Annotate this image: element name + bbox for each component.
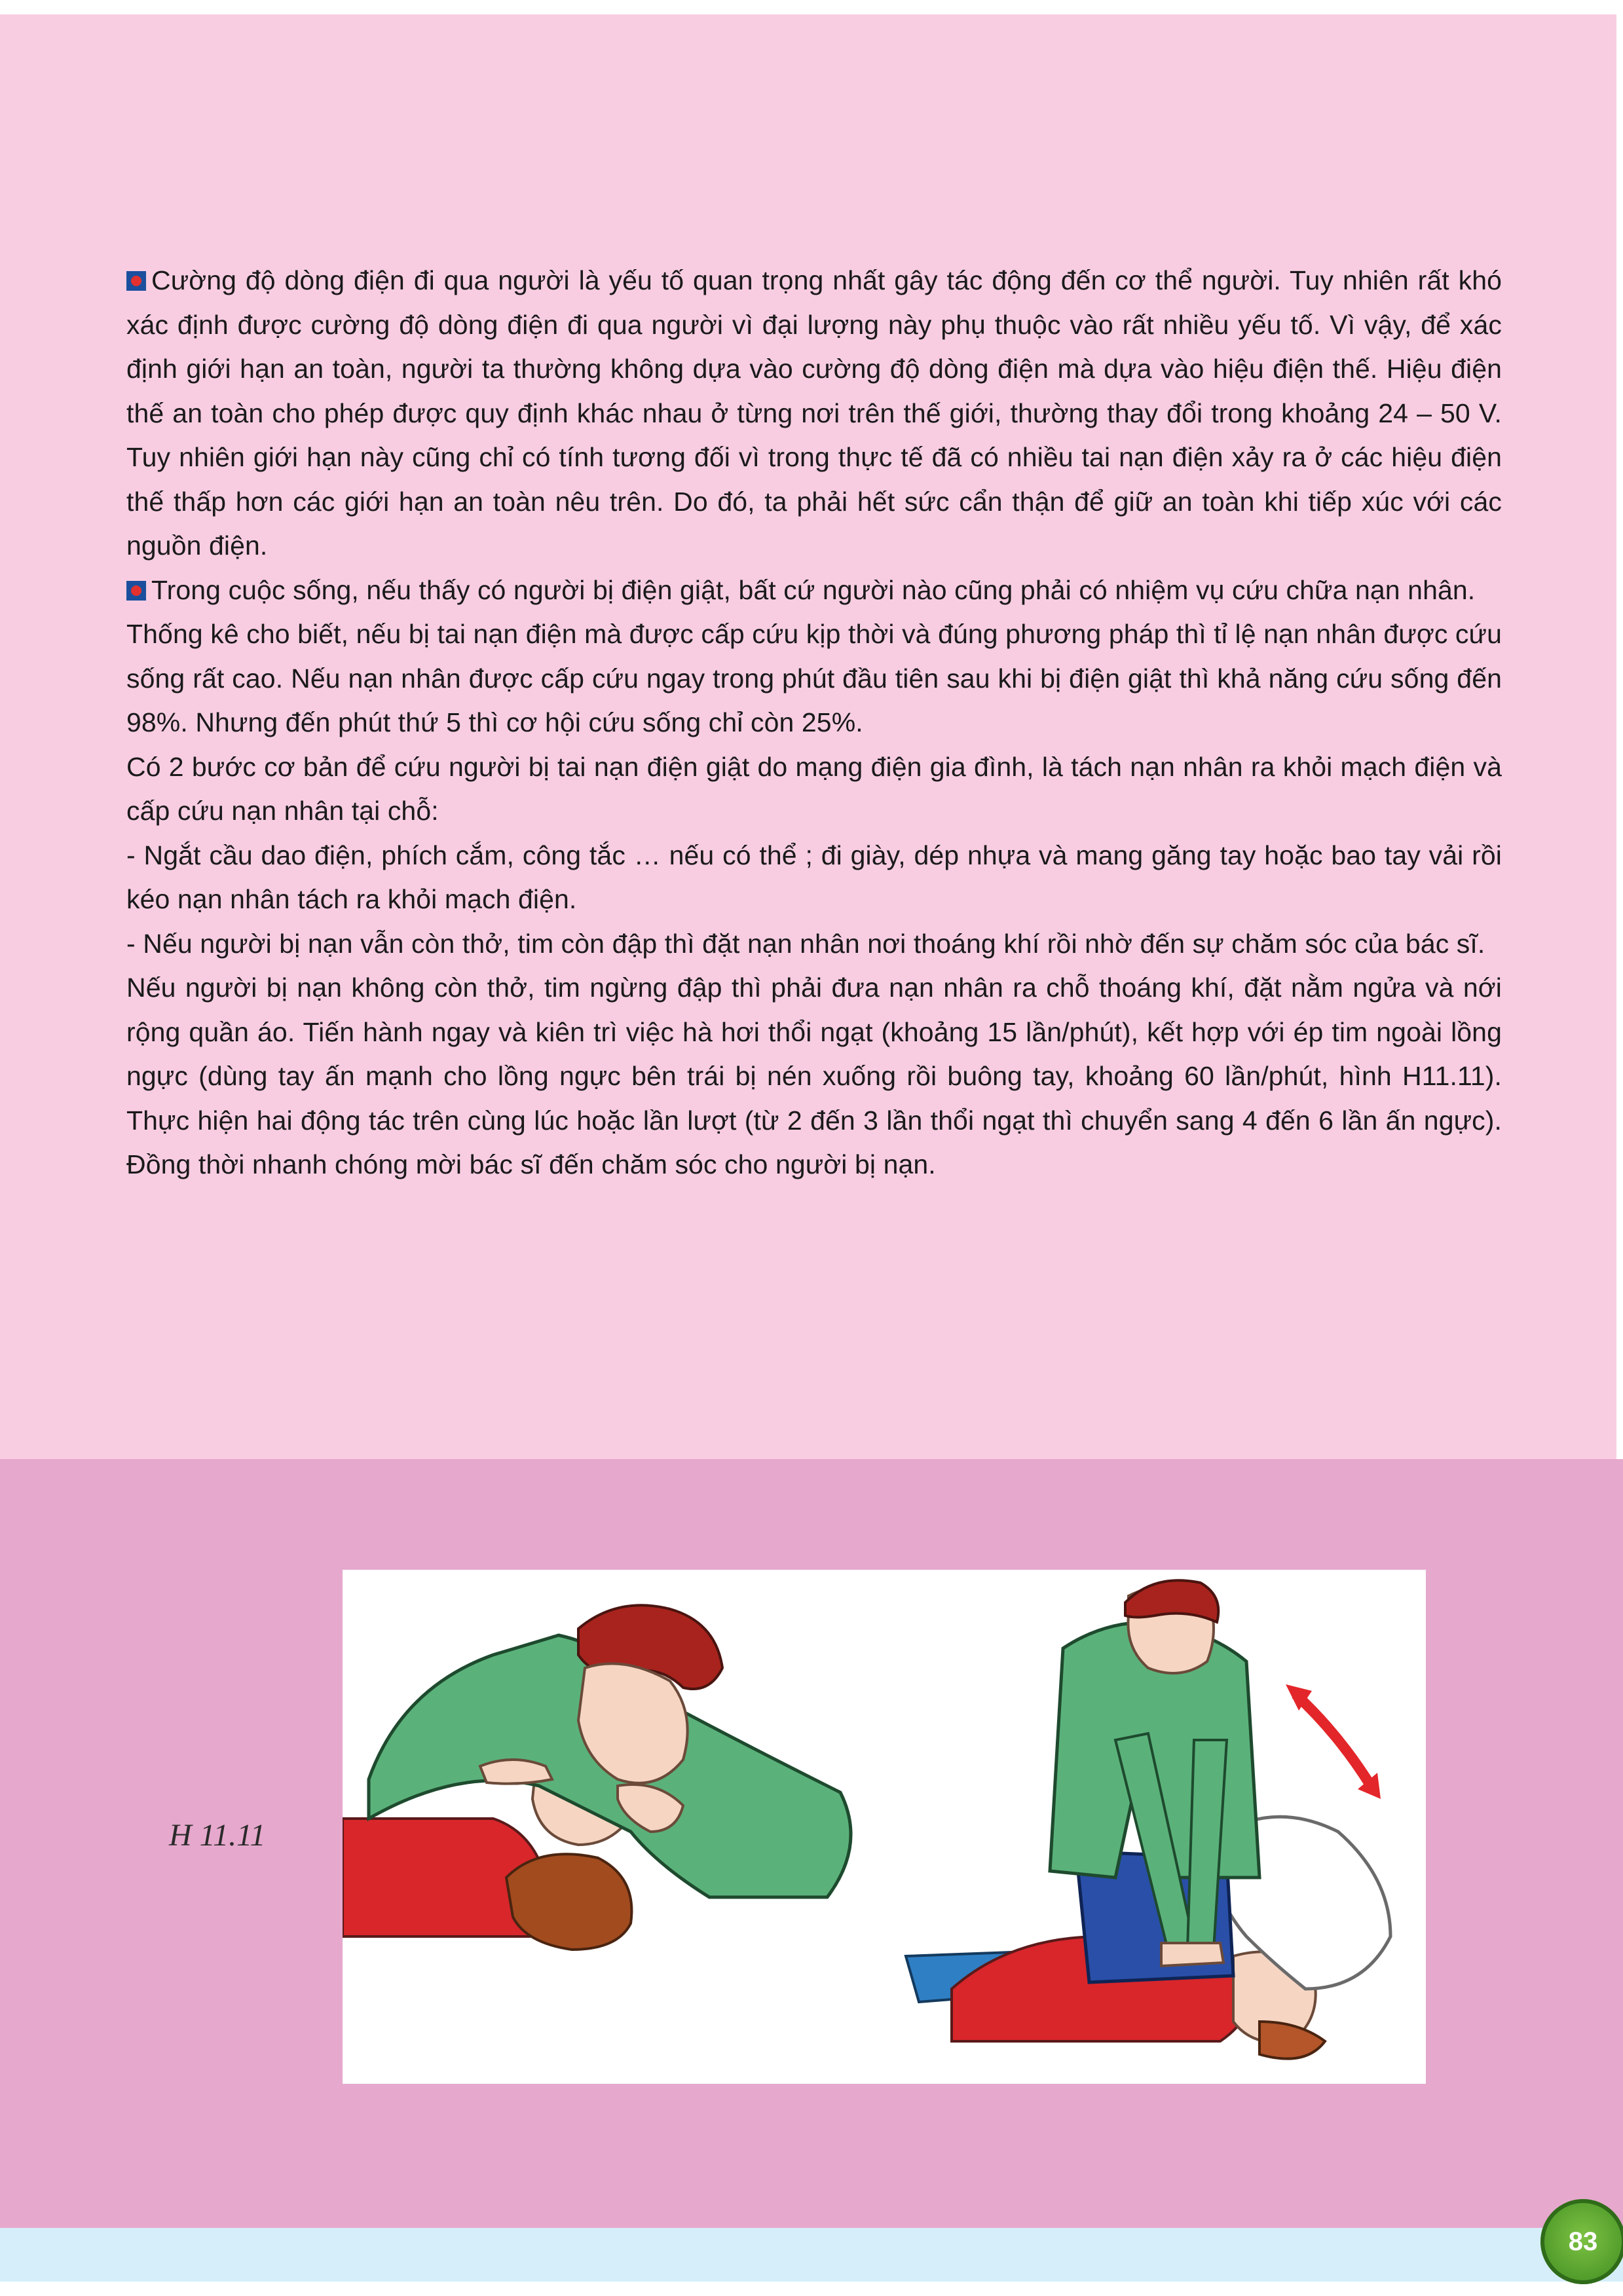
body-text xyxy=(126,259,1502,1187)
bottom-margin xyxy=(0,2282,1623,2296)
page-number-badge xyxy=(1540,2199,1623,2284)
paragraph-current-intensity-text: Cường độ dòng điện đi qua người là yếu tố quan trọng nhất gây tác động đến cơ thể người. Tuy nhiên rất khó xác định được cường độ dòng điện đi qua người vì đại lượng này phụ thuộc vào rất nhiều yếu tố. Vì vậy, để xác định giới hạn an toàn, người ta thường không dựa vào cường độ dòng điện mà dựa vào hiệu điện thế. Hiệu điện thế an toàn cho phép được quy định khác nhau ở từng nơi trên thế giới, thường thay đổi trong khoảng 24 – 50 V. Tuy nhiên giới hạn này cũng chỉ có tính tương đối vì trong thực tế đã có nhiều tai nạn điện xảy ra ở các hiệu điện thế thấp hơn các giới hạn an toàn nêu trên. Do đó, ta phải hết sức cẩn thận để giữ an toàn khi tiếp xúc với các nguồn điện. xyxy=(126,265,1502,561)
square-bullet-icon xyxy=(126,581,146,601)
motion-arrow-icon xyxy=(1296,1694,1371,1786)
figure-caption: H 11.11 xyxy=(169,1818,266,1853)
paragraph-rescue-intro xyxy=(126,568,1502,613)
figure-cpr-illustration xyxy=(343,1570,1426,2084)
square-bullet-icon xyxy=(126,271,146,291)
list-item-step-2: - Nếu người bị nạn vẫn còn thở, tim còn đập thì đặt nạn nhân nơi thoáng khí rồi nhờ đến sự chăm sóc của bác sĩ. xyxy=(126,928,1485,959)
cpr-illustration-svg xyxy=(343,1570,1426,2084)
page-number: 83 xyxy=(1568,2227,1598,2256)
top-margin xyxy=(0,0,1623,14)
paragraph-rescue-intro-text: Trong cuộc sống, nếu thấy có người bị điện giật, bất cứ người nào cũng phải có nhiệm vụ cứu chữa nạn nhân. xyxy=(151,574,1476,605)
paragraph-cpr: Nếu người bị nạn không còn thở, tim ngừng đập thì phải đưa nạn nhân ra chỗ thoáng khí, đặt nằm ngửa và nới rộng quần áo. Tiến hành ngay và kiên trì việc hà hơi thổi ngạt (khoảng 15 lần/phút), kết hợp với ép tim ngoài lồng ngực (dùng tay ấn mạnh cho lồng ngực bên trái bị nén xuống rồi buông tay, khoảng 60 lần/phút, hình H11.11). Thực hiện hai động tác trên cùng lúc hoặc lần lượt (từ 2 đến 3 lần thổi ngạt thì chuyển sang 4 đến 6 lần ấn ngực). Đồng thời nhanh chóng mời bác sĩ đến chăm sóc cho người bị nạn. xyxy=(126,972,1502,1179)
rescue-breathing-illustration xyxy=(343,1605,851,1950)
paragraph-current-intensity xyxy=(126,259,1502,568)
bottom-band xyxy=(0,2228,1623,2282)
paragraph-steps-intro: Có 2 bước cơ bản để cứu người bị tai nạn điện giật do mạng điện gia đình, là tách nạn nhân ra khỏi mạch điện và cấp cứu nạn nhân tại chỗ: xyxy=(126,751,1502,826)
chest-compression-illustration xyxy=(906,1580,1390,2058)
paragraph-statistics: Thống kê cho biết, nếu bị tai nạn điện mà được cấp cứu kịp thời và đúng phương pháp thì tỉ lệ nạn nhân được cứu sống rất cao. Nếu nạn nhân được cấp cứu ngay trong phút đầu tiên sau khi bị điện giật thì khả năng cứu sống đến 98%. Nhưng đến phút thứ 5 thì cơ hội cứu sống chỉ còn 25%. xyxy=(126,619,1502,737)
list-item-step-1: - Ngắt cầu dao điện, phích cắm, công tắc … nếu có thể ; đi giày, dép nhựa và mang găng tay hoặc bao tay vải rồi kéo nạn nhân tách ra khỏi mạch điện. xyxy=(126,840,1502,914)
